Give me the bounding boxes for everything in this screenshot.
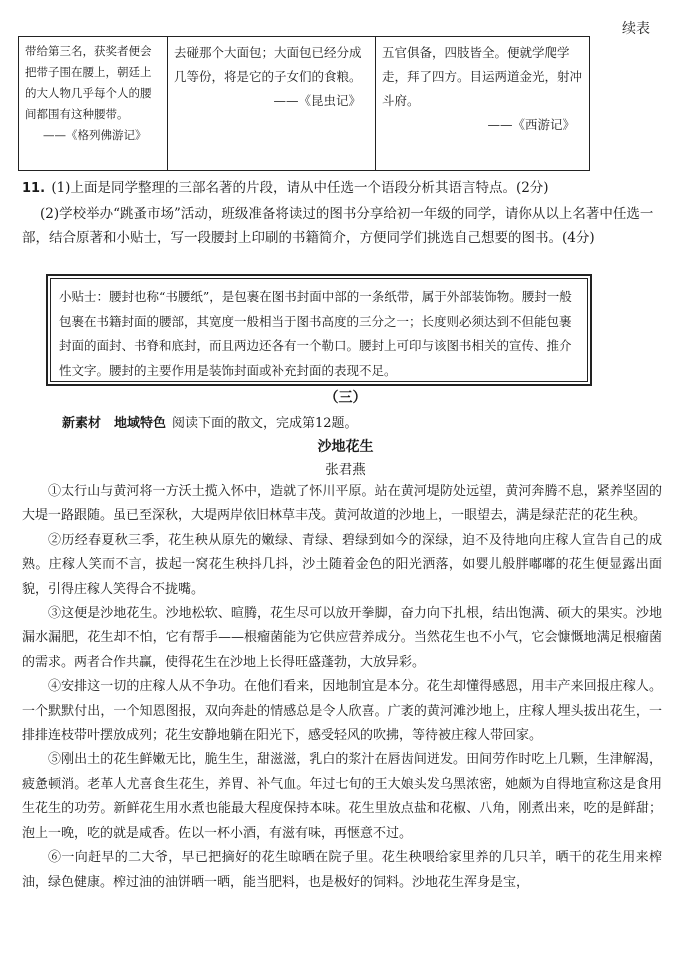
- essay-title: 沙地花生: [317, 439, 374, 455]
- tip-box: [46, 274, 592, 386]
- excerpt-text: 五官俱备，四肢皆全。便就学爬学走，拜了四方。目运两道金光，射冲斗府。: [382, 45, 583, 108]
- tip-text: 小贴士：腰封也称“书腰纸”，是包裹在图书封面中部的一条纸带，属于外部装饰物。腰封一般包裹在书籍封面的腰部，其宽度一般相当于图书高度的三分之一；长度则必须达到不但能包裹封面的面封、书脊和底封，而且两边还各有一个勒口。腰封上可印与该图书相关的宣传、推介性文字。腰封的主要作用是装饰封面或补充封面的表现不足。: [50, 278, 588, 382]
- excerpt-source: ——《西游记》: [487, 117, 575, 132]
- excerpt-insects: [167, 37, 375, 170]
- essay-body: [22, 480, 662, 895]
- excerpt-source: ——《格列佛游记》: [43, 128, 147, 142]
- question-text: (2)学校举办“跳蚤市场”活动，班级准备将读过的图书分享给初一年级的同学，请你从以上名著中任选一部，结合原著和小贴士，写一段腰封上印刷的书籍简介，方便同学们挑选自己想要的图书。(4分): [22, 206, 654, 246]
- section-tags: 新素材 地域特色: [62, 416, 167, 431]
- excerpt-gulliver: [19, 37, 167, 170]
- question-11-part-2: [22, 202, 662, 250]
- question-text: (1)上面是同学整理的三部名著的片段，请从中任选一个语段分析其语言特点。(2分): [51, 180, 549, 196]
- question-11-part-1: [22, 176, 662, 201]
- excerpt-table: [18, 36, 590, 171]
- section-instruction-line: [62, 412, 358, 431]
- excerpt-text: 带给第三名，获奖者便会把带子围在腰上，朝廷上的大人物几乎每个人的腰间都围有这种腰带。: [25, 44, 152, 121]
- essay-author: 张君燕: [325, 462, 366, 478]
- section-title: （三）: [324, 390, 367, 406]
- essay-paragraph: ④安排这一切的庄稼人从不争功。在他们看来，因地制宜是本分。花生却懂得感恩，用丰产来回报庄稼人。一个默默付出，一个知恩图报，双向奔赴的情感总是令人欣喜。广袤的黄河滩沙地上，庄稼人埋头拔出花生，一排排连枝带叶摆放成列；花生安静地躺在阳光下，感受轻风的吹拂，等待被庄稼人带回家。: [22, 679, 662, 744]
- excerpt-source: ——《昆虫记》: [273, 93, 361, 108]
- section-instruction: 阅读下面的散文，完成第12题。: [172, 416, 358, 431]
- excerpt-text: 去碰那个大面包；大面包已经分成几等份，将是它的子女们的食粮。: [174, 45, 362, 84]
- essay-paragraph: ③这便是沙地花生。沙地松软、暄腾，花生尽可以放开拳脚，奋力向下扎根，结出饱满、硕大的果实。沙地漏水漏肥，花生却不怕，它有帮手——根瘤菌能为它供应营养成分。当然花生也不小气，它会慷慨地满足根瘤菌的需求。两者合作共赢，使得花生在沙地上长得旺盛蓬勃，大放异彩。: [22, 606, 662, 670]
- essay-paragraph: ②历经春夏秋三季，花生秧从原先的嫩绿、青绿、碧绿到如今的深绿，迫不及待地向庄稼人宣告自己的成熟。庄稼人笑而不言，拔起一窝花生秧抖几抖，沙土随着金色的阳光洒落，如婴儿般胖嘟嘟的花生便显露出面貌，引得庄稼人笑得合不拢嘴。: [22, 532, 662, 597]
- essay-paragraph: ⑥一向赶早的二大爷，早已把摘好的花生晾晒在院子里。花生秧喂给家里养的几只羊，晒干的花生用来榨油，绿色健康。榨过油的油饼晒一晒，能当肥料，也是极好的饲料。沙地花生浑身是宝，: [22, 850, 662, 890]
- continued-table-label: 续表: [622, 21, 650, 37]
- essay-paragraph: ①太行山与黄河将一方沃土揽入怀中，造就了怀川平原。站在黄河堤防处远望，黄河奔腾不息，紧养坚固的大堤一路跟随。虽已至深秋，大堤两岸依旧林草丰茂。黄河故道的沙地上，一眼望去，满是绿茫茫的花生秧。: [22, 484, 662, 524]
- question-number: 11.: [22, 181, 46, 196]
- essay-paragraph: ⑤刚出土的花生鲜嫩无比，脆生生，甜滋滋，乳白的浆汁在唇齿间迸发。田间劳作时吃上几颗，生津解渴，疲惫顿消。老革人尤喜食生花生，养胃、补气血。年过七旬的王大娘头发乌黑浓密，她颇为自得地宣称这是食用生花生的功劳。新鲜花生用水煮也能最大程度保持本味。花生里放点盐和花椒、八角，刚煮出来，吃的是鲜甜；泡上一晚，吃的就是咸香。佐以一杯小酒，有滋有味，再惬意不过。: [22, 752, 662, 841]
- excerpt-journey-west: [375, 37, 589, 170]
